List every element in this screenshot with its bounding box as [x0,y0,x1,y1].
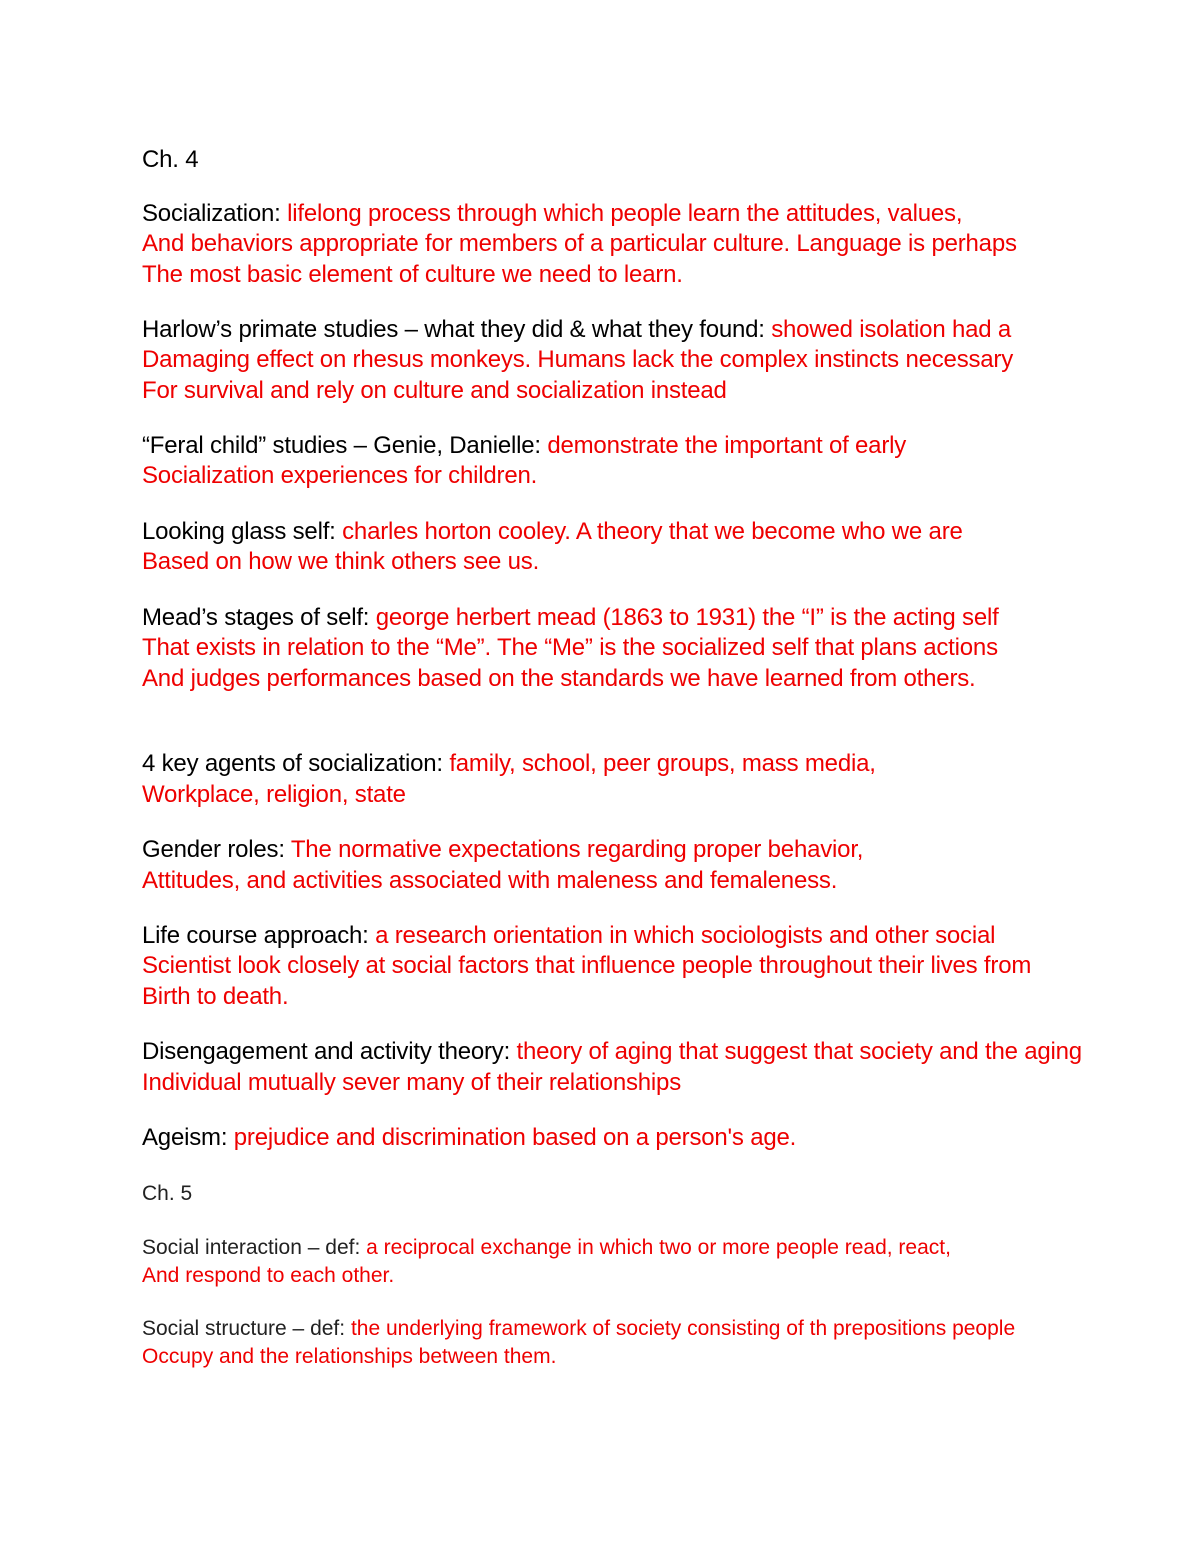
entry-definition: prejudice and discrimination based on a person's age. [233,1124,797,1151]
entry-definition: charles horton cooley. A theory that we become who we are [342,518,963,545]
entry-agents-line-1 [142,750,876,778]
entry-definition-line: The most basic element of culture we need to learn. [142,261,683,288]
entry-term: Gender roles: [142,836,291,863]
entry-socialization-line-1 [142,200,962,228]
entry-term: “Feral child” studies – Genie, Danielle: [142,432,548,459]
entry-term: 4 key agents of socialization: [142,750,450,777]
entry-looking-glass-line-1 [142,518,963,546]
entry-definition-line: Scientist look closely at social factors that influence people throughout their lives from [142,952,1032,979]
entry-feral-child-line-1 [142,432,906,460]
entry-social-structure-line-1 [142,1317,1015,1341]
entry-definition-line: Damaging effect on rhesus monkeys. Humans lack the complex instincts necessary [142,346,1014,373]
entry-harlow-line-1 [142,316,1011,344]
entry-definition: showed isolation had a [771,316,1012,343]
entry-term: Looking glass self: [142,518,343,545]
entry-term: Disengagement and activity theory: [142,1038,517,1065]
entry-definition: the underlying framework of society consisting of th prepositions people [350,1317,1016,1340]
entry-definition-line: Socialization experiences for children. [142,462,538,489]
entry-social-interaction-line-1 [142,1236,951,1260]
entry-term: Life course approach: [142,922,376,949]
entry-definition: theory of aging that suggest that society and the aging [516,1038,1082,1065]
entry-term: Socialization: [142,200,288,227]
entry-definition-line: That exists in relation to the “Me”. The “Me” is the socialized self that plans actions [142,634,998,661]
entry-definition-line: Birth to death. [142,983,289,1010]
chapter-5-heading: Ch. 5 [142,1182,193,1205]
entry-term: Social structure – def: [142,1317,351,1340]
entry-mead-line-1 [142,604,999,632]
entry-definition: a research orientation in which sociologists and other social [375,922,996,949]
entry-definition: demonstrate the important of early [547,432,907,459]
entry-definition-line: Occupy and the relationships between them. [142,1345,557,1368]
entry-definition-line: And behaviors appropriate for members of a particular culture. Language is perhaps [142,230,1017,257]
entry-definition-line: Attitudes, and activities associated with maleness and femaleness. [142,867,838,894]
entry-term: Harlow’s primate studies – what they did & what they found: [142,316,772,343]
entry-gender-roles-line-1 [142,836,863,864]
entry-life-course-line-1 [142,922,995,950]
entry-disengagement-line-1 [142,1038,1082,1066]
entry-definition: a reciprocal exchange in which two or more people read, react, [366,1236,951,1259]
chapter-4-heading: Ch. 4 [142,146,199,173]
entry-definition-line: And judges performances based on the standards we have learned from others. [142,665,976,692]
entry-definition-line: Based on how we think others see us. [142,548,540,575]
entry-ageism-line-1 [142,1124,796,1152]
entry-definition-line: Workplace, religion, state [142,781,406,808]
entry-definition-line: And respond to each other. [142,1264,395,1287]
entry-definition: george herbert mead (1863 to 1931) the “I” is the acting self [375,604,999,631]
entry-definition-line: Individual mutually sever many of their relationships [142,1069,681,1096]
entry-definition: family, school, peer groups, mass media, [449,750,876,777]
entry-definition: The normative expectations regarding proper behavior, [290,836,864,863]
entry-definition: lifelong process through which people learn the attitudes, values, [287,200,963,227]
entry-term: Social interaction – def: [142,1236,367,1259]
entry-definition-line: For survival and rely on culture and socialization instead [142,377,727,404]
entry-term: Mead’s stages of self: [142,604,376,631]
entry-term: Ageism: [142,1124,234,1151]
